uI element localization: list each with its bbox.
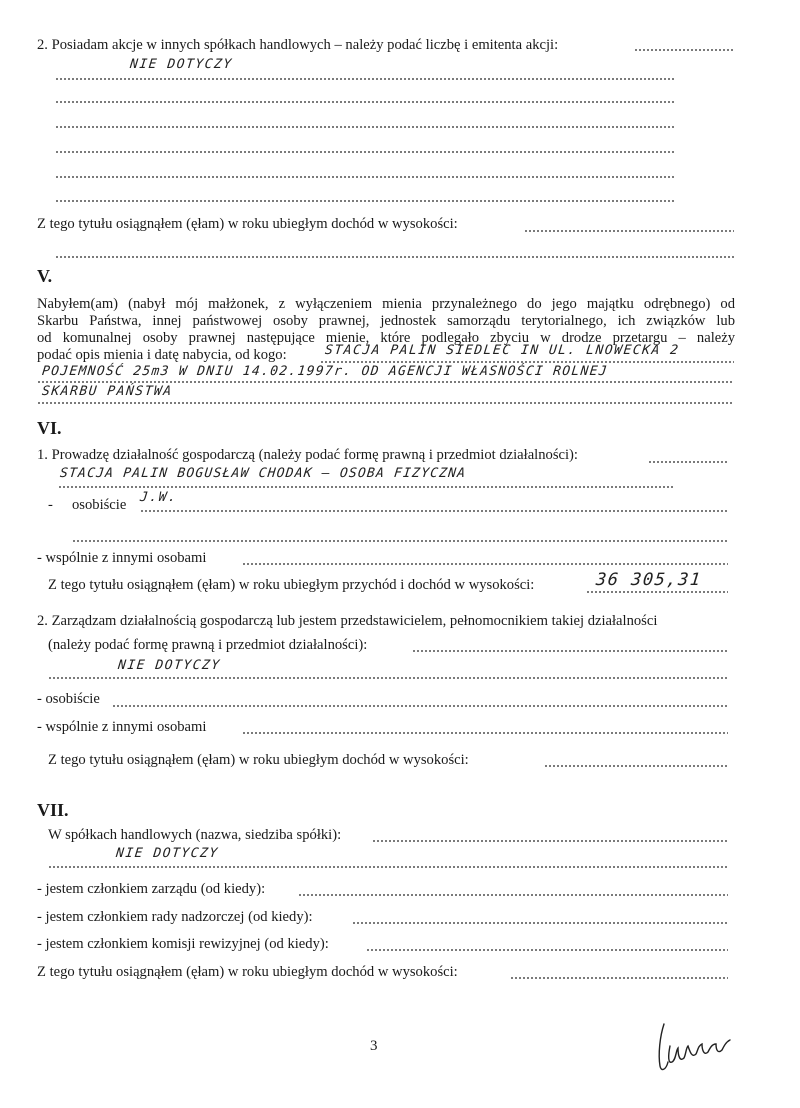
business-income-answer: 36 305,31 [594,570,703,590]
personally-answer: J.W. [139,490,179,505]
dotted-line [648,461,728,463]
section-v-answer: STACJA PALIN SIEDLEC IN UL. LNOWECKA 2 [324,343,681,358]
jointly2-label: - wspólnie z innymi osobami [37,719,207,735]
jointly-label: - wspólnie z innymi osobami [37,550,207,566]
dotted-line [55,101,675,103]
dotted-line [320,361,734,363]
section-v-text-line: od komunalnej osoby prawnej następujące mienie, które podlegało zbyciu w drodze przetargu – należy [37,330,735,346]
dotted-line [48,677,728,679]
dash: - [48,497,53,513]
manage-income-label: Z tego tytułu osiągnąłem (ęłam) w roku ubiegłym dochód w wysokości: [48,752,469,768]
section-vi-heading: VI. [37,418,62,438]
personally-label: osobiście [72,497,127,513]
dotted-line [55,200,675,202]
dotted-line [55,176,675,178]
section-v-heading: V. [37,266,53,286]
dotted-line [524,230,734,232]
shares-answer: NIE DOTYCZY [129,57,234,72]
dotted-line [372,840,728,842]
manage-label-cont: (należy podać formę prawną i przedmiot działalności): [48,637,368,653]
section-v-answer: POJEMNOŚĆ 25m3 W DNIU 14.02.1997r. OD AGENCJI WŁASNOŚCI ROLNEJ [41,364,609,379]
dotted-line [37,381,734,383]
dotted-line [352,922,728,924]
audit-label: - jestem członkiem komisji rewizyjnej (od kiedy): [37,936,329,952]
shares-label: 2. Posiadam akcje w innych spółkach handlowych – należy podać liczbę i emitenta akcji: [37,37,559,53]
dotted-line [366,949,728,951]
business-answer: STACJA PALIN BOGUSŁAW CHODAK – OSOBA FIZYCZNA [59,466,467,481]
dotted-line [55,151,675,153]
dotted-line [55,256,735,258]
dotted-line [140,510,728,512]
dotted-line [634,49,734,51]
section-v-text-line: Nabyłem(am) (nabył mój małżonek, z wyłączeniem mienia przynależnego do jego majątku odrębnego) od [37,296,735,312]
dotted-line [55,126,675,128]
dotted-line [37,402,734,404]
manage-label: 2. Zarządzam działalnością gospodarczą lub jestem przedstawicielem, pełnomocnikiem takiej działalności [37,613,658,629]
dotted-line [48,866,728,868]
board-label: - jestem członkiem zarządu (od kiedy): [37,881,266,897]
dotted-line [242,563,728,565]
companies-answer: NIE DOTYCZY [115,846,220,861]
companies-label: W spółkach handlowych (nazwa, siedziba spółki): [48,827,342,843]
business-income-label: Z tego tytułu osiągnąłem (ęłam) w roku ubiegłym przychód i dochód w wysokości: [48,577,535,593]
dotted-line [55,78,675,80]
dotted-line [510,977,728,979]
page-number: 3 [370,1038,378,1054]
dotted-line [58,486,673,488]
section-v-text-line: Skarbu Państwa, innej państwowej osoby prawnej, jednostek samorządu terytorialnego, ich związków lub [37,313,735,329]
companies-income-label: Z tego tytułu osiągnąłem (ęłam) w roku ubiegłym dochód w wysokości: [37,964,458,980]
dotted-line [242,732,728,734]
dotted-line [544,765,728,767]
shares-income-label: Z tego tytułu osiągnąłem (ęłam) w roku ubiegłym dochód w wysokości: [37,216,458,232]
business-label: 1. Prowadzę działalność gospodarczą (należy podać formę prawną i przedmiot działalności): [37,447,578,463]
dotted-line [298,894,728,896]
dotted-line [72,540,728,542]
personally2-label: - osobiście [37,691,100,707]
supervisory-label: - jestem członkiem rady nadzorczej (od kiedy): [37,909,313,925]
dotted-line [412,650,728,652]
dotted-line [112,705,728,707]
manage-answer: NIE DOTYCZY [117,658,222,673]
section-v-answer: SKARBU PAŃSTWA [41,384,174,399]
signature [650,1010,740,1080]
section-vii-heading: VII. [37,800,69,820]
section-v-text-line: podać opis mienia i datę nabycia, od kogo: [37,347,287,363]
dotted-line [586,591,728,593]
